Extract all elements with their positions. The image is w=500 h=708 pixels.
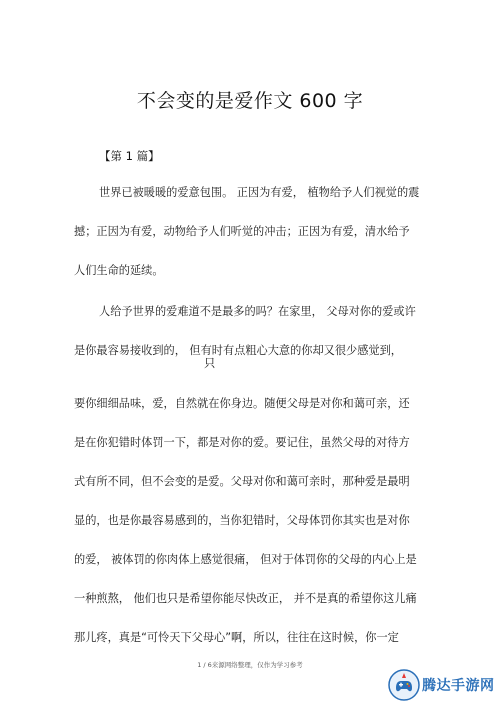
document-title: 不会变的是爱作文 600 字	[136, 90, 364, 112]
paragraph-line: 只	[204, 357, 216, 370]
paragraph-line: 撼；正因为有爱，动物给予人们听觉的冲击；正因为有爱，清水给予	[74, 225, 410, 238]
paragraph-line: 是在你犯错时体罚一下，都是对你的爱。要记住，虽然父母的对待方	[74, 436, 410, 449]
paragraph-line: 的爱， 被体罚的你肉体上感觉很痛， 但对于体罚你的父母的内心上是	[74, 553, 417, 566]
page-footer: 1 / 6来源网络整理，仅作为学习参考	[197, 661, 303, 669]
paragraph-line: 人给予世界的爱难道不是最多的吗？在家里， 父母对你的爱或许	[99, 305, 416, 318]
game-controller-icon	[388, 669, 420, 701]
watermark-text: 腾达手游网	[422, 678, 495, 694]
paragraph-line: 式有所不同，但不会变的是爱。父母对你和蔼可亲时，那种爱是最明	[74, 475, 410, 488]
site-watermark	[388, 668, 495, 702]
paragraph-line: 世界已被暖暖的爱意包围。 正因为有爱， 植物给予人们视觉的震	[99, 186, 420, 199]
paragraph-line: 是你最容易接收到的， 但有时有点粗心大意的你却又很少感觉到，	[74, 344, 402, 357]
section-label: 【第 1 篇】	[99, 149, 160, 163]
paragraph-line: 人们生命的延续。	[74, 264, 164, 277]
paragraph-line: 那儿疼，真是“可怜天下父母心”啊，所以，往往在这时候，你一定	[74, 631, 399, 644]
paragraph-line: 显的，也是你最容易感到的，当你犯错时，父母体罚你其实也是对你	[74, 514, 410, 527]
paragraph-line: 一种煎熬， 他们也只是希望你能尽快改正， 并不是真的希望你这儿痛	[74, 592, 417, 605]
paragraph-line: 要你细细品味，爱，自然就在你身边。随便父母是对你和蔼可亲，还	[74, 397, 410, 410]
